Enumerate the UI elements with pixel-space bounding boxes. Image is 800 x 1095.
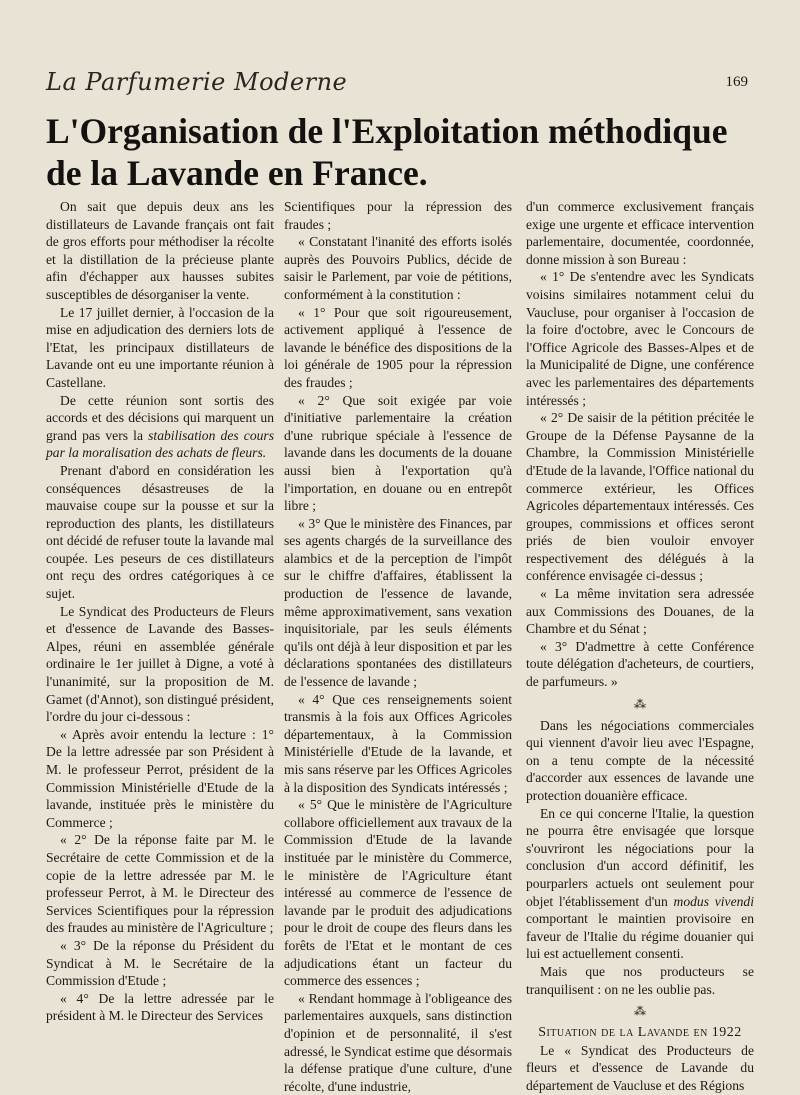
paragraph: « 4° Que ces renseignements soient transmis à la fois aux Offices Agricoles départementaux, à la Commission Ministérielle d'Etude de la lavande, et mis sans réserve par les Offices Agricoles à la disposition des Syndicats intéressés ; [284, 691, 512, 795]
paragraph: Le « Syndicat des Producteurs de fleurs et d'essence de Lavande du département de Vaucluse et des Régions [526, 1042, 754, 1093]
section-heading: Situation de la Lavande en 1922 [538, 1025, 742, 1041]
paragraph: « 2° De la réponse faite par M. le Secrétaire de cette Commission et de la copie de la lettre adressée par M. le professeur Perrot, à M. le Directeur des Services Scientifiques pour la répression des fraudes au ministère de l'Agriculture ; [46, 832, 274, 936]
masthead [46, 68, 754, 98]
paragraph: Le 17 juillet dernier, à l'occasion de la mise en adjudication des derniers lots de l'Etat, les principaux distillateurs de Lavande ont eu une importante réunion à Castellane. [46, 304, 274, 390]
paragraph: « 1° De s'entendre avec les Syndicats voisins similaires notamment celui du Vaucluse, pour organiser à l'occasion de la foire d'octobre, avec le Concours de l'Office Agricole des Basses-Alpes et de la Municipalité de Digne, une conférence avec les parlementaires des départements intéressés ; [526, 269, 754, 408]
paragraph: Scientifiques pour la répression des fraudes ; [284, 199, 512, 232]
emphasis-text: stabilisation des cours par la moralisation des achats de fleurs. [46, 427, 274, 461]
paragraph: « Rendant hommage à l'obligeance des parlementaires auxquels, sans distinction d'opinion et de personnalité, il s'est adressé, le Syndicat estime que désormais la défense pratique d'une culture, d'une récolte, d'une industrie, [284, 990, 513, 1094]
page-number: 169 [725, 74, 748, 90]
emphasis-text: modus vivendi [673, 893, 754, 909]
column-1 [46, 198, 274, 1025]
paragraph-text: comportant le maintien provisoire en faveur de l'Italie du régime douanier qui lui est actuellement consenti. [526, 911, 754, 962]
paragraph: Mais que nos producteurs se tranquilisent : on ne les oublie pas. [526, 963, 754, 997]
paragraph-text: De cette réunion sont sortis des accords et des décisions qui marquent un grand pas vers la [46, 392, 274, 443]
paragraph: « 2° Que soit exigée par voie d'initiative parlementaire la création d'une rubrique spéciale à l'essence de lavande dans les documents de la douane aussi bien à l'exportation qu'à l'importation, en douane ou en entrepôt libre ; [284, 392, 512, 514]
paragraph: d'un commerce exclusivement français exige une urgente et efficace intervention parlementaire, documentée, coordonnée, donne mission à son Bureau : [526, 199, 754, 267]
asterism-divider: ⁂ [634, 1004, 646, 1019]
paragraph: « Constatant l'inanité des efforts isolés auprès des Pouvoirs Publics, décide de saisir le Parlement, par voie de pétitions, conformément à la constitution : [284, 234, 512, 302]
paragraph: « 2° De saisir de la pétition précitée le Groupe de la Défense Paysanne de la Chambre, la Commission Ministérielle d'Etude de la lavande, l'Office national du commerce extérieur, les Offices Agricoles départementaux intéressés. Ces groupes, commissions et offices seront priés de bien vouloir envoyer respectivement des délégués à la conférence envisagée ci-dessus ; [526, 410, 754, 584]
paragraph: Le Syndicat des Producteurs de Fleurs et d'essence de Lavande des Basses-Alpes, réuni en assemblée générale ordinaire le 1er juillet à Digne, a voté à l'unanimité, sur la proposition de M. Gamet (d'Annot), son distingué président, l'ordre du jour ci-dessous : [46, 603, 274, 725]
paragraph: « 3° D'admettre à cette Conférence toute délégation d'acheteurs, de courtiers, de parfumeurs. » [526, 638, 754, 690]
paragraph [526, 805, 754, 963]
paragraph: « Après avoir entendu la lecture : 1° De la lettre adressée par son Président à M. le professeur Perrot, président de la Commission Ministérielle d'Etude de la lavande, instituée près le ministère du Commerce ; [46, 726, 274, 830]
paragraph: « 4° De la lettre adressée par le président à M. le Directeur des Services [46, 990, 274, 1024]
paragraph: « 1° Pour que soit rigoureusement, activement appliqué à l'essence de lavande le bénéfice des dispositions de la loi générale de 1905 pour la répression des fraudes ; [284, 304, 512, 390]
paragraph [46, 392, 274, 462]
column-3 [526, 198, 754, 1095]
journal-logo: La Parfumerie Moderne [46, 68, 348, 96]
asterism-divider: ⁂ [634, 696, 646, 711]
paragraph: « 3° Que le ministère des Finances, par ses agents chargés de la surveillance des alambics et de la perception de l'impôt sur le chiffre d'affaires, établissent la production de l'essence de lavande, même approximativement, sans vexation inquisitoriale, par les seuls éléments qu'ils ont déjà à leur disposition et par les déclarations spontanées des distillateurs de l'essence de lavande ; [284, 515, 512, 690]
paragraph: On sait que depuis deux ans les distillateurs de Lavande français ont fait de gros efforts pour méthodiser la récolte et la distillation de la précieuse plante afin d'échapper aux hausses subites susceptibles de désorganiser la vente. [46, 199, 274, 302]
paragraph-text: En ce qui concerne l'Italie, la question ne pourra être envisagée que lorsque s'ouvriront les négociations pour la conclusion d'un accord définitif, les pourparlers actuels ont seulement pour objet l'établissement d'un [526, 805, 754, 909]
paragraph: « La même invitation sera adressée aux Commissions des Douanes, de la Chambre et du Sénat ; [526, 586, 754, 637]
article-title: L'Organisation de l'Exploitation méthodique de la Lavande en France. [46, 111, 728, 193]
paragraph: Dans les négociations commerciales qui viennent d'avoir lieu avec l'Espagne, on a tenu compte de la nécessité d'accorder aux essences de lavande une protection douanière efficace. [526, 717, 754, 803]
column-2 [284, 198, 512, 1095]
paragraph: Prenant d'abord en considération les conséquences désastreuses de la mauvaise coupe sur la pousse et sur la reproduction des plants, les distillateurs ont décidé de refuser toute la lavande mal coupée. Les peseurs de ces distillateurs ont reçu des ordres catégoriques à ce sujet. [46, 462, 274, 602]
paragraph: « 5° Que le ministère de l'Agriculture collabore officiellement aux travaux de la Commission d'Etude de la lavande instituée par le ministère du Commerce, le ministère de l'Agriculture étant intéressé au commerce de l'essence de lavande par le produit des adjudications pour le droit de coupe des fleurs dans les forêts de l'Etat et le montant de ces adjudications étant un facteur du commerce des essences ; [284, 797, 512, 989]
paragraph: « 3° De la réponse du Président du Syndicat à M. le Secrétaire de la Commission d'Etude ; [46, 937, 274, 989]
